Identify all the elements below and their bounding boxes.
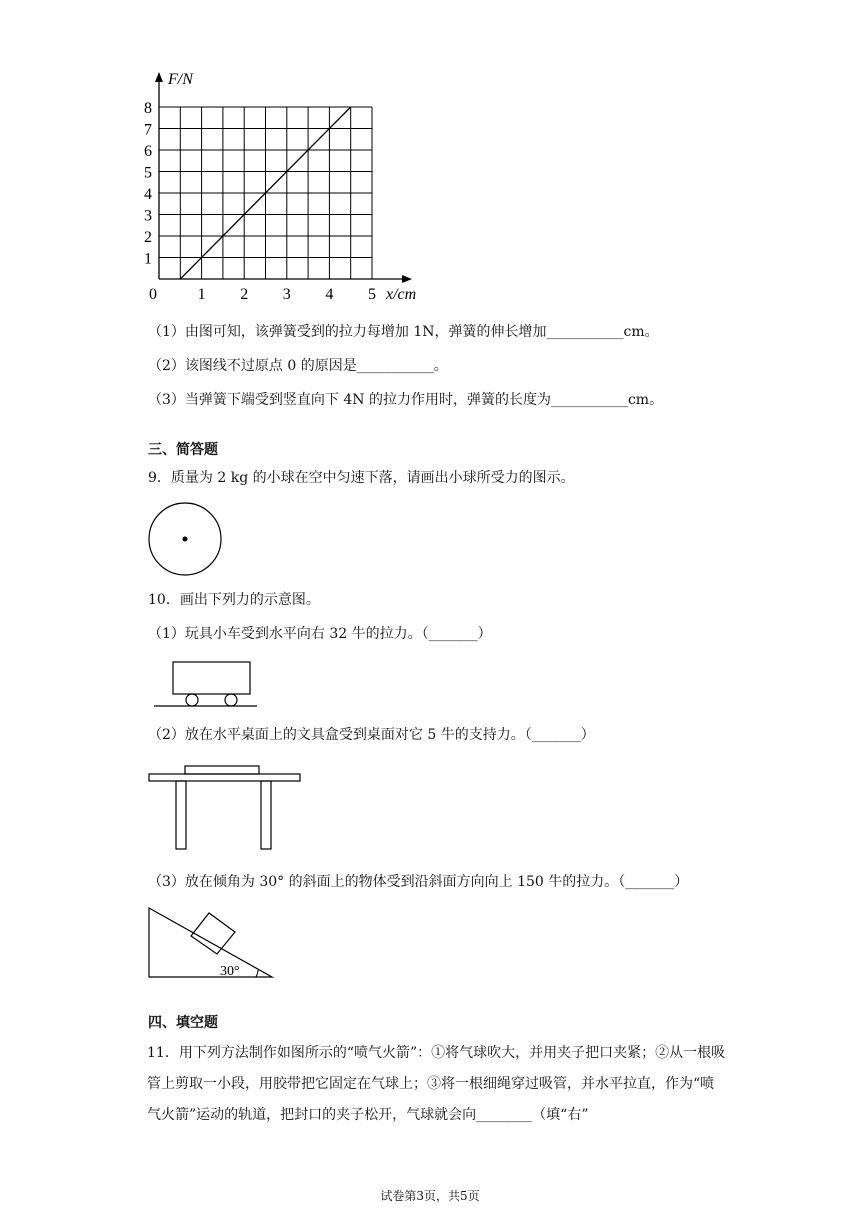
x-tick-label: 0 (149, 286, 157, 303)
x-axis-arrow (402, 275, 412, 283)
ball-figure (146, 500, 226, 580)
x-tick-label: 3 (282, 286, 291, 303)
force-extension-graph (0, 0, 860, 310)
q8-sub2: （2）该图线不过原点 0 的原因是___________。 (148, 358, 448, 374)
y-tick-label: 4 (144, 186, 152, 203)
y-tick-labels (144, 100, 152, 268)
incline-figure (145, 903, 285, 983)
y-axis-label: F/N (168, 71, 193, 88)
toy-car-figure (140, 656, 290, 716)
q10-text: 10．画出下列力的示意图。 (148, 592, 320, 608)
y-tick-label: 1 (144, 250, 152, 268)
y-axis-arrow (155, 72, 163, 82)
y-tick-label: 8 (144, 100, 152, 117)
angle-label: 30° (220, 964, 240, 979)
q10-sub2: （2）放在水平桌面上的文具盒受到桌面对它 5 牛的支持力。（_______） (148, 727, 595, 743)
q11-text: 11．用下列方法制作如图所示的“喷气火箭”：①将气球吹大，并用夹子把口夹紧；②从一根吸管上剪取一小段，用胶带把它固定在气球上；③将一根细绳穿过吸管，并水平拉直，作为“喷气火箭”运动的轨道，把封口的夹子松开，气球就会向________（填“右” (147, 1045, 726, 1123)
x-tick-label: 4 (325, 286, 334, 303)
page-footer: 试卷第3页，共5页 (380, 1189, 480, 1203)
x-tick-label: 5 (368, 286, 376, 303)
x-tick-label: 1 (197, 286, 206, 303)
y-tick-label: 3 (144, 207, 152, 225)
q10-sub3: （3）放在倾角为 30° 的斜面上的物体受到沿斜面方向向上 150 牛的拉力。（_______） (148, 874, 689, 890)
y-tick-label: 5 (144, 164, 152, 182)
x-axis-label: x/cm (386, 286, 417, 303)
q8-sub1: （1）由图可知，该弹簧受到的拉力每增加 1N，弹簧的伸长增加___________cm。 (148, 324, 659, 340)
x-tick-label: 2 (240, 286, 249, 303)
q9-text: 9．质量为 2 kg 的小球在空中匀速下落，请画出小球所受力的图示。 (148, 470, 575, 486)
section-heading-4: 四、填空题 (148, 1015, 218, 1031)
desk-figure (140, 758, 310, 858)
q8-sub3: （3）当弹簧下端受到竖直向下 4N 的拉力作用时，弹簧的长度为___________cm。 (148, 392, 664, 408)
section-heading-3: 三、简答题 (148, 442, 218, 458)
x-tick-labels (149, 286, 376, 303)
q10-sub1: （1）玩具小车受到水平向右 32 牛的拉力。（_______） (148, 626, 492, 642)
y-tick-label: 2 (144, 229, 152, 246)
y-tick-label: 6 (144, 143, 152, 160)
y-tick-label: 7 (144, 121, 152, 139)
